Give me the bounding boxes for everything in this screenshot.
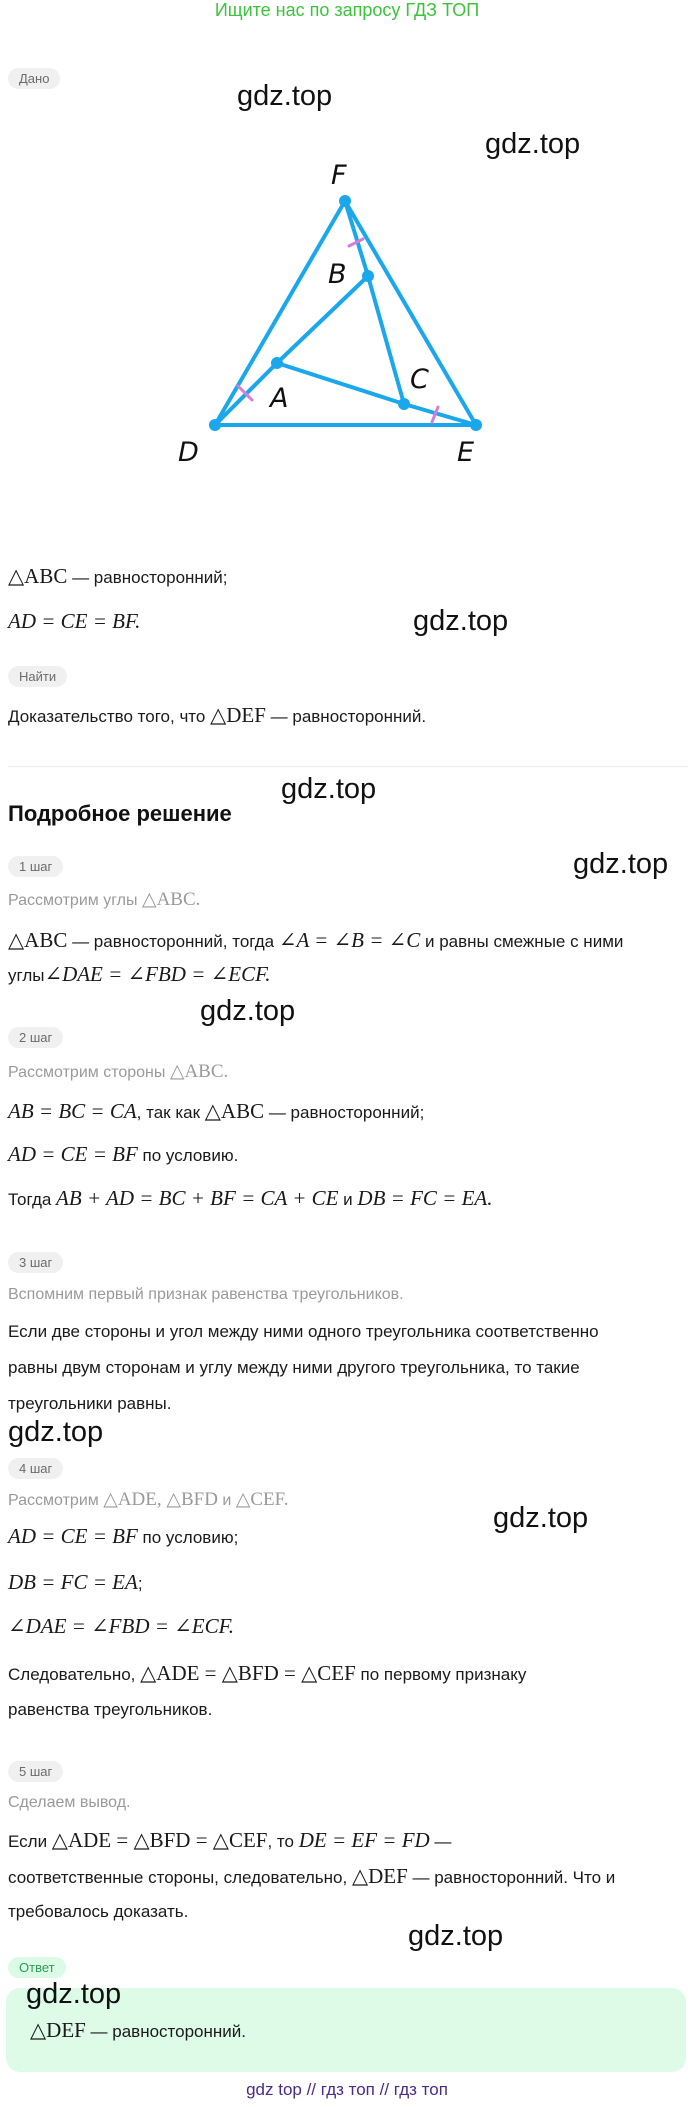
math: ∠DAE = ∠FBD = ∠ECF. [8, 1614, 234, 1638]
step-5-line-3: требовалось доказать. [8, 1902, 189, 1921]
math: AD = CE = BF [8, 1142, 138, 1166]
text: Если [8, 1832, 52, 1851]
math: DE = EF = FD [298, 1828, 430, 1852]
vertex-d [209, 419, 221, 431]
text: , то [267, 1832, 299, 1851]
math: △ADE, △BFD [103, 1489, 218, 1510]
math: △ABC [204, 1099, 265, 1123]
watermark: gdz.top [281, 773, 377, 805]
step-1-line-2 [8, 956, 270, 994]
math: △ABC [8, 564, 68, 588]
math: AD = CE = BF. [8, 609, 141, 633]
label-b: B [328, 259, 347, 290]
text: Доказательство того, что [8, 707, 211, 726]
math: △DEF [351, 1864, 408, 1888]
text: углы [8, 966, 45, 985]
solution-title: Подробное решение [8, 801, 232, 826]
step-3-line-1: Если две стороны и угол между ними одного треугольника соответственно [8, 1322, 599, 1341]
math: △ABC. [169, 1061, 229, 1082]
math: △CEF. [235, 1489, 289, 1510]
label-e: E [457, 437, 475, 468]
step-5-line-1 [8, 1822, 451, 1860]
text: Следовательно, [8, 1665, 141, 1684]
step-3-label: 3 шаг [8, 1252, 63, 1273]
step-2-intro [8, 1060, 228, 1083]
step-2-label: 2 шаг [8, 1027, 63, 1048]
text: — равносторонний. [265, 707, 427, 726]
answer-label: Ответ [8, 1957, 66, 1978]
label-a: A [270, 383, 289, 414]
watermark: gdz.top [408, 1920, 504, 1952]
math: △ADE = △BFD = △CEF [51, 1828, 268, 1852]
step-4-label: 4 шаг [8, 1458, 63, 1479]
watermark: gdz.top [413, 605, 509, 637]
given-line-1 [8, 558, 228, 596]
find-label: Найти [8, 666, 67, 687]
math: △ABC [8, 928, 68, 952]
step-3-line-2: равны двум сторонам и углу между ними другого треугольника, то такие [8, 1358, 580, 1377]
text: и [217, 1492, 236, 1509]
step-4-line-2 [8, 1564, 143, 1602]
text: соответственные стороны, следовательно, [8, 1868, 352, 1887]
find-text [8, 697, 426, 735]
step-1-label: 1 шаг [8, 856, 63, 877]
step-2-line-1 [8, 1093, 424, 1131]
answer-text [30, 2012, 246, 2050]
math: △ADE = △BFD = △CEF [140, 1661, 356, 1685]
math: DB = FC = EA. [357, 1186, 493, 1210]
triangle-figure [160, 150, 500, 480]
vertex-a [271, 357, 283, 369]
section-divider [8, 766, 688, 767]
step-1-line-1 [8, 922, 623, 960]
math: △DEF [210, 703, 266, 727]
triangle-abc [277, 276, 404, 404]
math: AB = BC = CA [8, 1099, 137, 1123]
label-c: C [410, 364, 429, 395]
text: Рассмотрим углы [8, 892, 142, 909]
figure-vertices [209, 195, 482, 431]
text: — равносторонний, тогда [67, 932, 279, 951]
math: △ABC. [141, 889, 201, 910]
step-4-line-1 [8, 1518, 238, 1556]
vertex-b [362, 270, 374, 282]
step-3-intro: Вспомним первый признак равенства треугольников. [8, 1286, 404, 1303]
watermark: gdz.top [485, 128, 581, 160]
text: — равносторонний. Что и [407, 1868, 616, 1887]
watermark: gdz.top [8, 1416, 104, 1448]
label-f: F [331, 160, 347, 191]
watermark: gdz.top [200, 995, 296, 1027]
text: — равносторонний; [264, 1103, 425, 1122]
math: ∠A = ∠B = ∠C [278, 928, 421, 952]
vertex-f [339, 195, 351, 207]
step-5-line-2 [8, 1858, 615, 1896]
vertex-e [470, 419, 482, 431]
step-2-line-3 [8, 1180, 492, 1218]
watermark: gdz.top [493, 1502, 589, 1534]
text: — равносторонний; [67, 568, 228, 587]
label-d: D [178, 437, 199, 468]
vertex-c [398, 398, 410, 410]
step-1-intro [8, 888, 200, 911]
top-banner[interactable]: Ищите нас по запросу ГДЗ ТОП [214, 0, 480, 20]
math: AD = CE = BF [8, 1524, 138, 1548]
step-3-line-3: треугольники равны. [8, 1394, 172, 1413]
triangle-def [215, 201, 476, 425]
math: AB + AD = BC + BF = CA + CE [56, 1186, 339, 1210]
step-4-line-5: равенства треугольников. [8, 1700, 213, 1719]
math: DB = FC = EA [8, 1570, 138, 1594]
step-4-line-3 [8, 1608, 234, 1646]
text: Тогда [8, 1190, 57, 1209]
text: и [338, 1190, 358, 1209]
step-5-label: 5 шаг [8, 1761, 63, 1782]
text: и равны смежные с ними [420, 932, 624, 951]
step-4-intro [8, 1488, 288, 1511]
text: — равносторонний. [85, 2022, 247, 2041]
step-5-intro: Сделаем вывод. [8, 1794, 131, 1811]
given-line-2 [8, 603, 140, 641]
watermark: gdz.top [237, 80, 333, 112]
text: по условию. [137, 1146, 239, 1165]
text: ; [137, 1574, 143, 1593]
watermark: gdz.top [26, 1978, 122, 2010]
footer-links[interactable]: gdz top // гдз топ // гдз топ [246, 2080, 448, 2099]
given-label: Дано [8, 68, 60, 89]
step-2-line-2 [8, 1136, 238, 1174]
math: ∠DAE = ∠FBD = ∠ECF. [44, 962, 271, 986]
text: Рассмотрим [8, 1492, 104, 1509]
text: по условию; [137, 1528, 239, 1547]
figure-lines [215, 201, 476, 425]
step-4-line-4 [8, 1655, 526, 1693]
text: — [429, 1832, 452, 1851]
segment-fb [345, 201, 368, 276]
watermark: gdz.top [573, 848, 669, 880]
math: △DEF [30, 2018, 86, 2042]
text: Рассмотрим стороны [8, 1064, 170, 1081]
text: по первому признаку [355, 1665, 527, 1684]
text: , так как [136, 1103, 205, 1122]
